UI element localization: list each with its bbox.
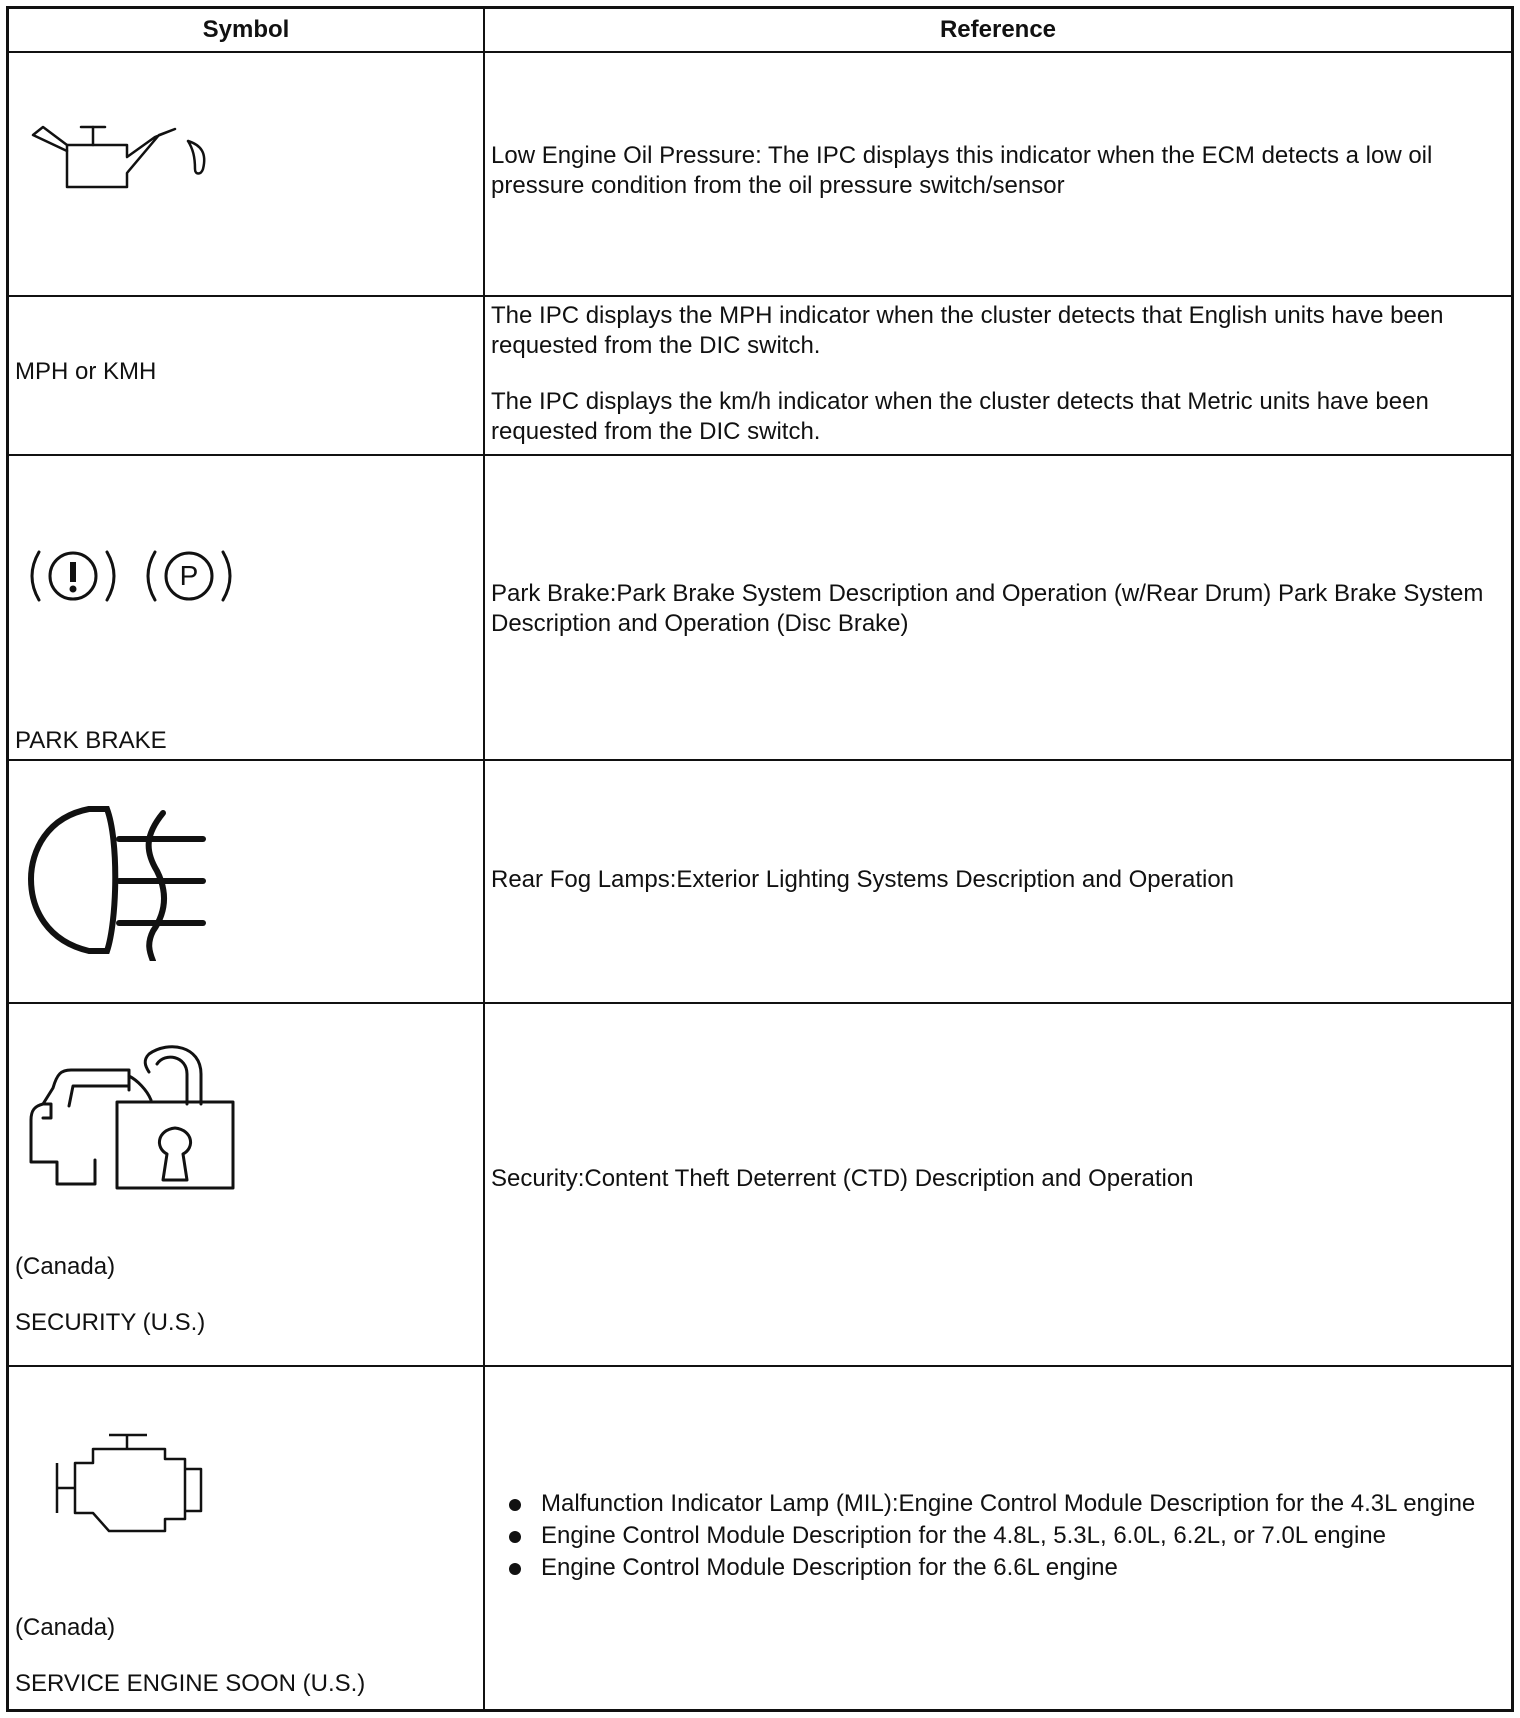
table-row-security-reference — [485, 1004, 1511, 1365]
table-row-mph-reference — [485, 297, 1511, 454]
reference-text — [491, 579, 1495, 639]
security-lock-icon — [21, 1034, 241, 1194]
reference-paragraph: Security:Content Theft Deterrent (CTD) Description and Operation — [491, 1165, 1194, 1192]
symbol-label: MPH or KMH — [15, 358, 157, 385]
table-row-fog-reference — [485, 761, 1511, 1002]
symbol-label: SECURITY (U.S.) — [15, 1309, 206, 1336]
reference-text — [491, 865, 1495, 895]
reference-text — [491, 1164, 1495, 1194]
table-row-park-brake-reference — [485, 456, 1511, 759]
reference-paragraph: Low Engine Oil Pressure: The IPC displays this indicator when the ECM detects a low oil pressure condition from the oil pressure switch/sensor — [491, 142, 1433, 199]
header-symbol: Symbol — [202, 16, 290, 43]
table-row-security-symbol — [9, 1004, 483, 1365]
table-row-oil-symbol — [9, 53, 483, 295]
reference-paragraph: The IPC displays the MPH indicator when the cluster detects that English units have been requested from the DIC switch. — [491, 302, 1444, 359]
park-brake-icon — [23, 542, 243, 612]
table-row-mph-symbol — [9, 297, 483, 454]
engine-icon — [53, 1431, 223, 1541]
header-reference: Reference — [939, 16, 1057, 43]
list-item — [491, 1553, 1495, 1583]
rear-fog-lamp-icon — [27, 801, 207, 961]
indicator-table — [6, 6, 1514, 1712]
reference-text — [491, 1489, 1495, 1585]
bullet-text: Malfunction Indicator Lamp (MIL):Engine Control Module Description for the 4.3L engine — [541, 1490, 1476, 1517]
bullet-icon — [509, 1499, 521, 1511]
table-row-engine-symbol — [9, 1367, 483, 1712]
list-item — [491, 1489, 1495, 1519]
bullet-text: Engine Control Module Description for the 6.6L engine — [541, 1554, 1118, 1581]
symbol-label: (Canada) — [15, 1614, 116, 1641]
bullet-icon — [509, 1531, 521, 1543]
reference-paragraph: Park Brake:Park Brake System Description and Operation (w/Rear Drum) Park Brake System Description and Operation (Disc Brake) — [491, 580, 1484, 637]
symbol-label: PARK BRAKE — [15, 727, 167, 754]
reference-text — [491, 301, 1495, 447]
symbol-label: (Canada) — [15, 1253, 116, 1280]
reference-paragraph: Rear Fog Lamps:Exterior Lighting Systems Description and Operation — [491, 866, 1235, 893]
svg-text:P: P — [179, 560, 199, 591]
table-row-fog-symbol — [9, 761, 483, 1002]
reference-bullet-list — [491, 1489, 1495, 1583]
reference-text — [491, 141, 1495, 201]
table-row-engine-reference — [485, 1367, 1511, 1712]
bullet-icon — [509, 1563, 521, 1575]
table-row-park-brake-symbol — [9, 456, 483, 759]
oil-can-icon — [23, 119, 223, 199]
reference-paragraph: The IPC displays the km/h indicator when the cluster detects that Metric units have been requested from the DIC switch. — [491, 388, 1429, 445]
table-row-oil-reference — [485, 53, 1511, 295]
symbol-label: SERVICE ENGINE SOON (U.S.) — [15, 1670, 366, 1697]
list-item — [491, 1521, 1495, 1551]
bullet-text: Engine Control Module Description for the 4.8L, 5.3L, 6.0L, 6.2L, or 7.0L engine — [541, 1522, 1386, 1549]
